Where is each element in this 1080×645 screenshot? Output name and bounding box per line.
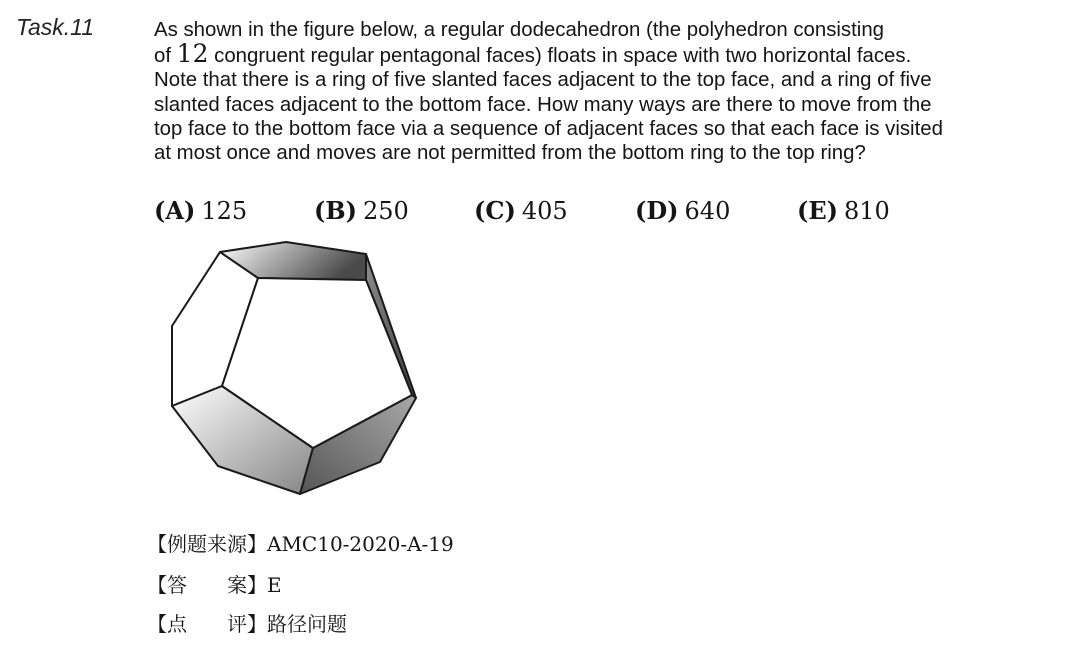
comment-label-end: 评】 [227,612,267,636]
choice-b-value: 250 [363,197,409,225]
choice-a [154,196,247,225]
info-source [147,528,454,557]
task-label: Task.11 [16,14,94,40]
choice-d-value: 640 [684,197,731,225]
choice-c [474,196,568,225]
source-label: 【例题来源】 [147,532,267,556]
dodecahedron-figure [160,236,422,498]
face-count-number: 12 [176,39,209,69]
choice-d-letter: (D) [635,196,679,225]
answer-value: E [267,573,282,597]
source-value: AMC10-2020-A-19 [267,532,454,556]
problem-line-4: slanted faces adjacent to the bottom face. How many ways are there to move from the [154,93,932,116]
comment-value: 路径问题 [267,612,347,636]
choice-a-letter: (A) [154,196,196,225]
choice-e-value: 810 [844,197,890,225]
problem-line-6: at most once and moves are not permitted from the bottom ring to the top ring? [154,142,866,165]
problem-line-2 [154,39,1074,69]
choice-c-value: 405 [521,197,568,225]
problem-line-2-post: congruent regular pentagonal faces) floats in space with two horizontal faces. [208,45,912,68]
problem-line-5: top face to the bottom face via a sequence of adjacent faces so that each face is visited [154,117,943,140]
info-comment [147,608,347,637]
choice-c-letter: (C) [474,196,516,225]
answer-label-start: 【答 [147,573,187,597]
comment-label-start: 【点 [147,612,187,636]
problem-line-2-pre: of [154,45,177,68]
choice-b [314,196,409,225]
choice-d [635,196,730,225]
answer-label-end: 案】 [227,573,267,597]
info-answer [147,569,282,598]
choice-a-value: 125 [201,197,248,225]
choice-b-letter: (B) [314,196,357,225]
problem-statement [154,18,1074,165]
choice-e-letter: (E) [797,196,839,225]
problem-line-1: As shown in the figure below, a regular dodecahedron (the polyhedron consisting [154,19,885,41]
problem-line-3: Note that there is a ring of five slanted faces adjacent to the top face, and a ring of five [154,69,932,92]
choice-e [797,196,890,225]
